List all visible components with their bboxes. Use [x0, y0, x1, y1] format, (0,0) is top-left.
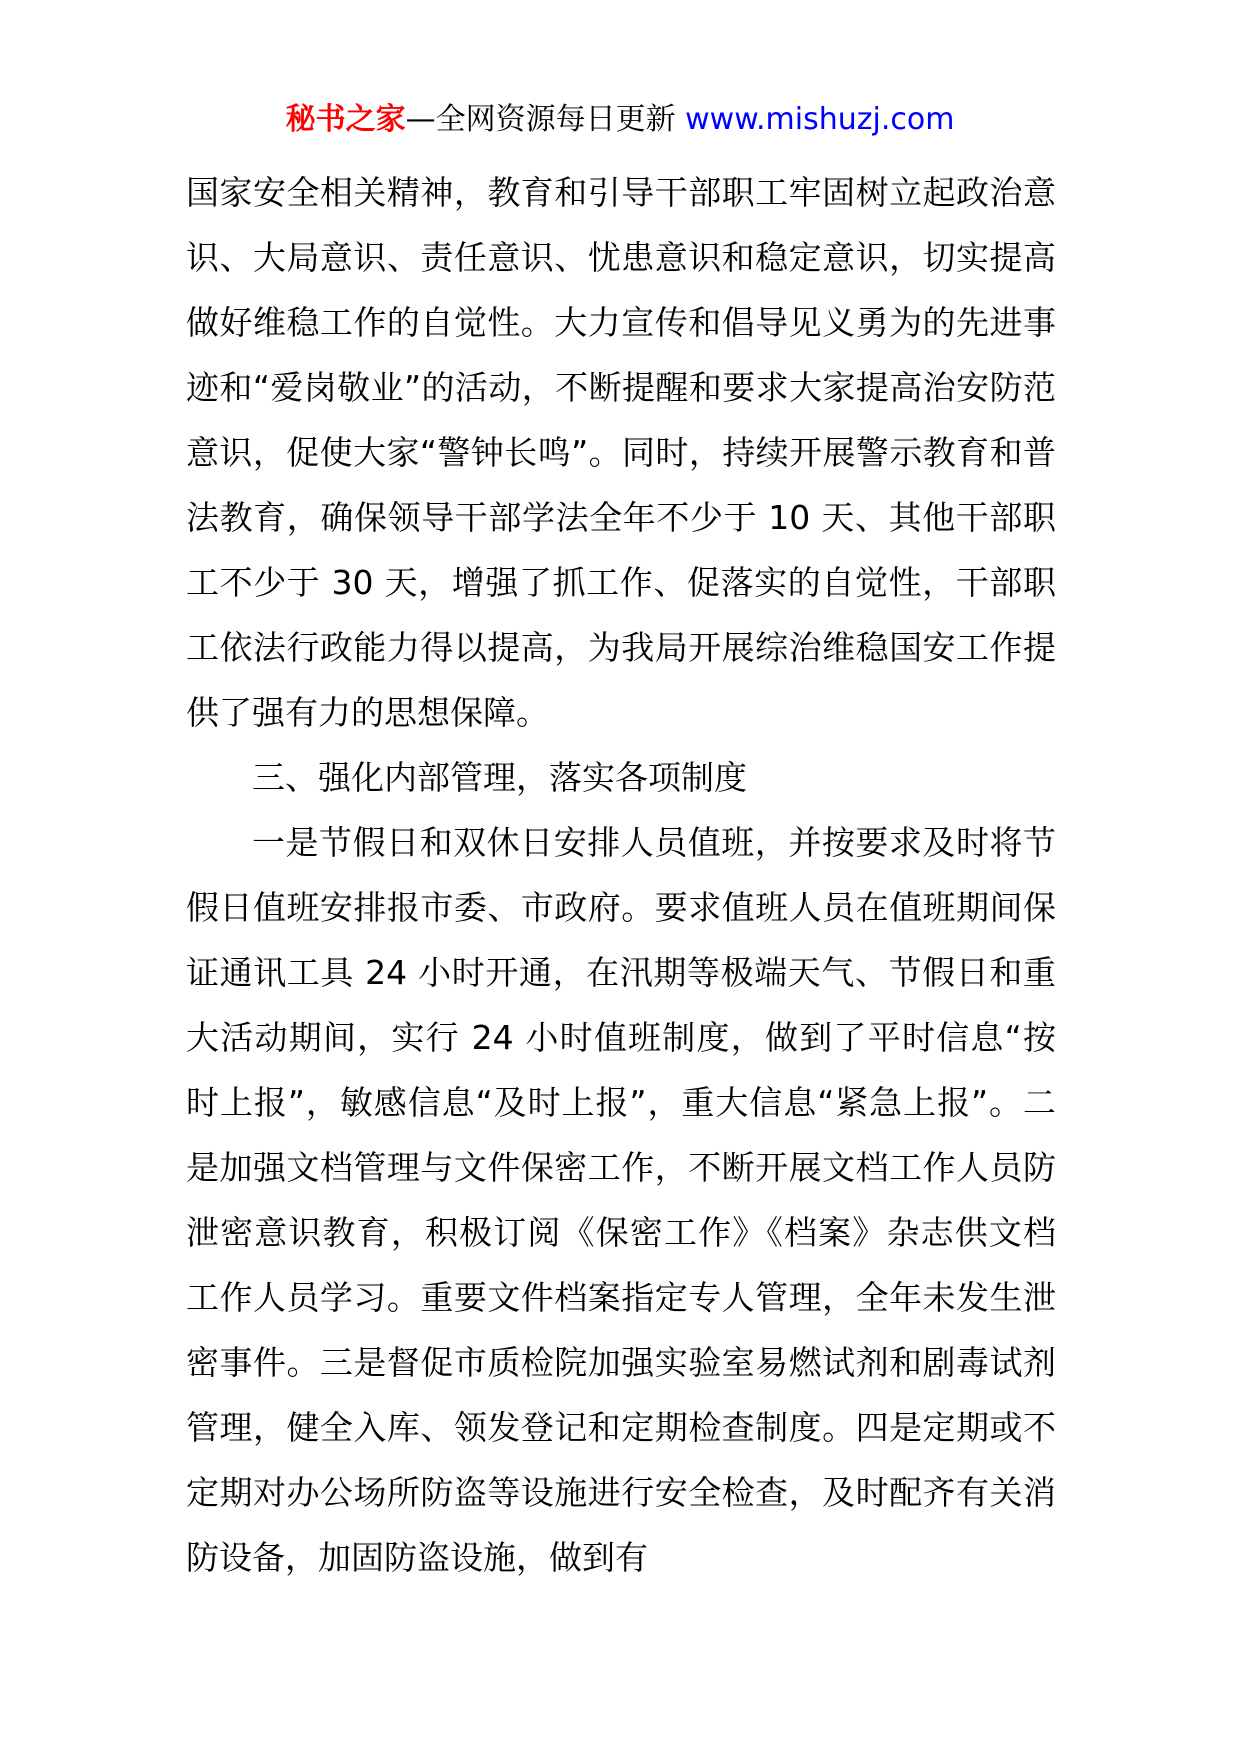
site-url-link[interactable]: www.mishuzj.com: [685, 102, 955, 137]
section-heading: 三、强化内部管理，落实各项制度: [252, 758, 747, 797]
site-tagline: —全网资源每日更新: [405, 102, 686, 137]
site-header: [0, 100, 1240, 140]
document-body: [186, 160, 1056, 1590]
body-paragraph: 国家安全相关精神，教育和引导干部职工牢固树立起政治意识、大局意识、责任意识、忧患意识和稳定意识，切实提高做好维稳工作的自觉性。大力宣传和倡导见义勇为的先进事迹和“爱岗敬业”的活动，不断提醒和要求大家提高治安防范意识，促使大家“警钟长鸣”。同时，持续开展警示教育和普法教育，确保领导干部学法全年不少于 10 天、其他干部职工不少于 30 天，增强了抓工作、促落实的自觉性，干部职工依法行政能力得以提高，为我局开展综治维稳国安工作提供了强有力的思想保障。: [186, 173, 1056, 732]
site-brand: 秘书之家: [285, 102, 406, 137]
body-paragraph: 一是节假日和双休日安排人员值班，并按要求及时将节假日值班安排报市委、市政府。要求值班人员在值班期间保证通讯工具 24 小时开通，在汛期等极端天气、节假日和重大活动期间，实行 24 小时值班制度，做到了平时信息“按时上报”，敏感信息“及时上报”，重大信息“紧急上报”。二是加强文档管理与文件保密工作，不断开展文档工作人员防泄密意识教育，积极订阅《保密工作》《档案》杂志供文档工作人员学习。重要文件档案指定专人管理，全年未发生泄密事件。三是督促市质检院加强实验室易燃试剂和剧毒试剂管理，健全入库、领发登记和定期检查制度。四是定期或不定期对办公场所防盗等设施进行安全检查，及时配齐有关消防设备，加固防盗设施，做到有: [186, 823, 1056, 1577]
